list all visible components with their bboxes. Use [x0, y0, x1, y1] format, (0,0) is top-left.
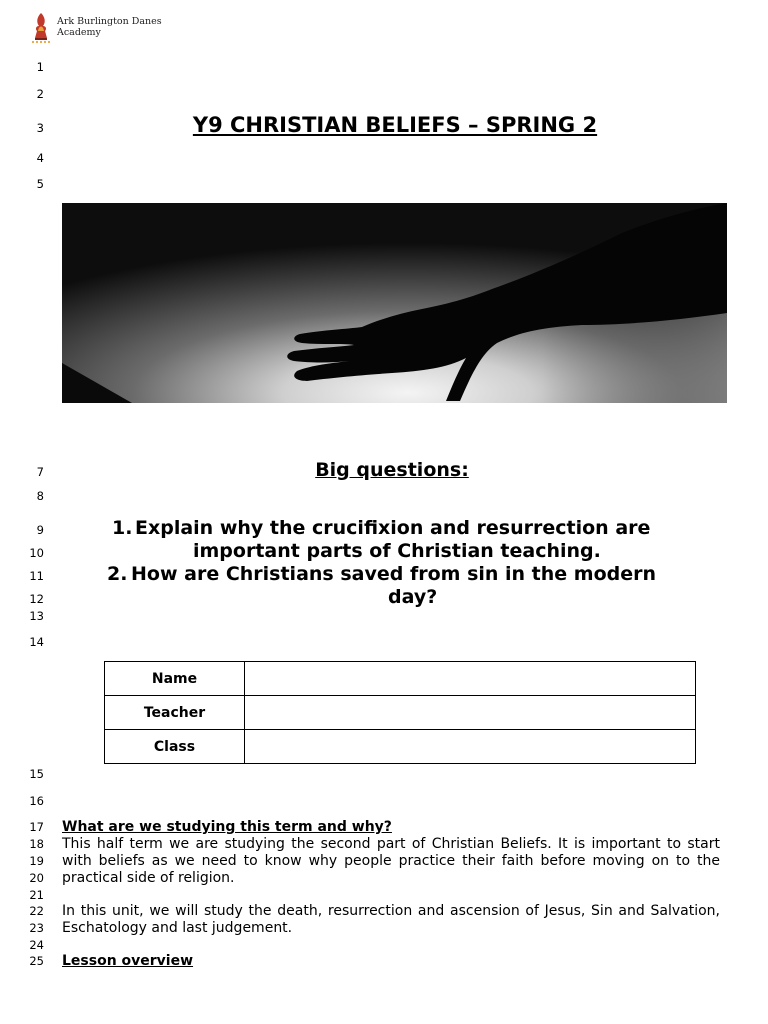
student-info-table: [104, 661, 696, 764]
teacher-label: Teacher: [105, 696, 245, 730]
line-number: 16: [29, 794, 44, 808]
line-number: 7: [36, 465, 44, 479]
line-number: 25: [29, 954, 44, 968]
line-number: 12: [29, 592, 44, 606]
question-1-line-2: important parts of Christian teaching.: [193, 540, 601, 562]
line-number: 21: [29, 888, 44, 902]
line-number: 20: [29, 871, 44, 885]
table-row: [105, 696, 696, 730]
banner-image: [62, 203, 727, 403]
teacher-field[interactable]: [245, 696, 696, 730]
question-2-number: 2.: [107, 563, 128, 585]
line-number: 4: [36, 151, 44, 165]
line-number: 11: [29, 569, 44, 583]
line-number: 15: [29, 767, 44, 781]
line-number: 13: [29, 609, 44, 623]
line-number: 10: [29, 546, 44, 560]
line-number: 9: [36, 523, 44, 537]
big-questions-heading: Big questions:: [315, 459, 469, 481]
logo-line-1: Ark Burlington Danes: [57, 16, 162, 27]
logo-text: [57, 17, 162, 38]
line-number: 14: [29, 635, 44, 649]
table-row: [105, 662, 696, 696]
line-number: 2: [36, 87, 44, 101]
logo-line-2: Academy: [57, 26, 101, 38]
table-row: [105, 730, 696, 764]
question-2-line-2: day?: [388, 586, 438, 608]
question-1-line-1: Explain why the crucifixion and resurrection are: [135, 517, 651, 539]
name-field[interactable]: [245, 662, 696, 696]
name-label: Name: [105, 662, 245, 696]
line-number: 8: [36, 489, 44, 503]
line-number: 3: [36, 121, 44, 135]
academy-logo: [30, 11, 170, 45]
line-number: 24: [29, 938, 44, 952]
academy-crest-icon: [30, 11, 54, 45]
class-field[interactable]: [245, 730, 696, 764]
line-number: 17: [29, 820, 44, 834]
question-2-line-1: How are Christians saved from sin in the modern: [131, 563, 657, 585]
line-number: 5: [36, 177, 44, 191]
line-number: 18: [29, 837, 44, 851]
class-label: Class: [105, 730, 245, 764]
line-number: 19: [29, 854, 44, 868]
studying-heading: What are we studying this term and why?: [62, 819, 392, 835]
lesson-overview-heading: Lesson overview: [62, 953, 194, 969]
line-number: 23: [29, 921, 44, 935]
page-title: Y9 CHRISTIAN BELIEFS – SPRING 2: [192, 113, 598, 137]
question-1-number: 1.: [112, 517, 133, 539]
line-number: 1: [36, 60, 44, 74]
studying-paragraph-1: This half term we are studying the second part of Christian Beliefs. It is important to start with beliefs as we need to know why people practice their faith before moving on to the practical side of religion.: [62, 836, 720, 886]
studying-paragraph-2: In this unit, we will study the death, resurrection and ascension of Jesus, Sin and Salvation, Eschatology and last judgement.: [62, 903, 720, 936]
line-number: 22: [29, 904, 44, 918]
